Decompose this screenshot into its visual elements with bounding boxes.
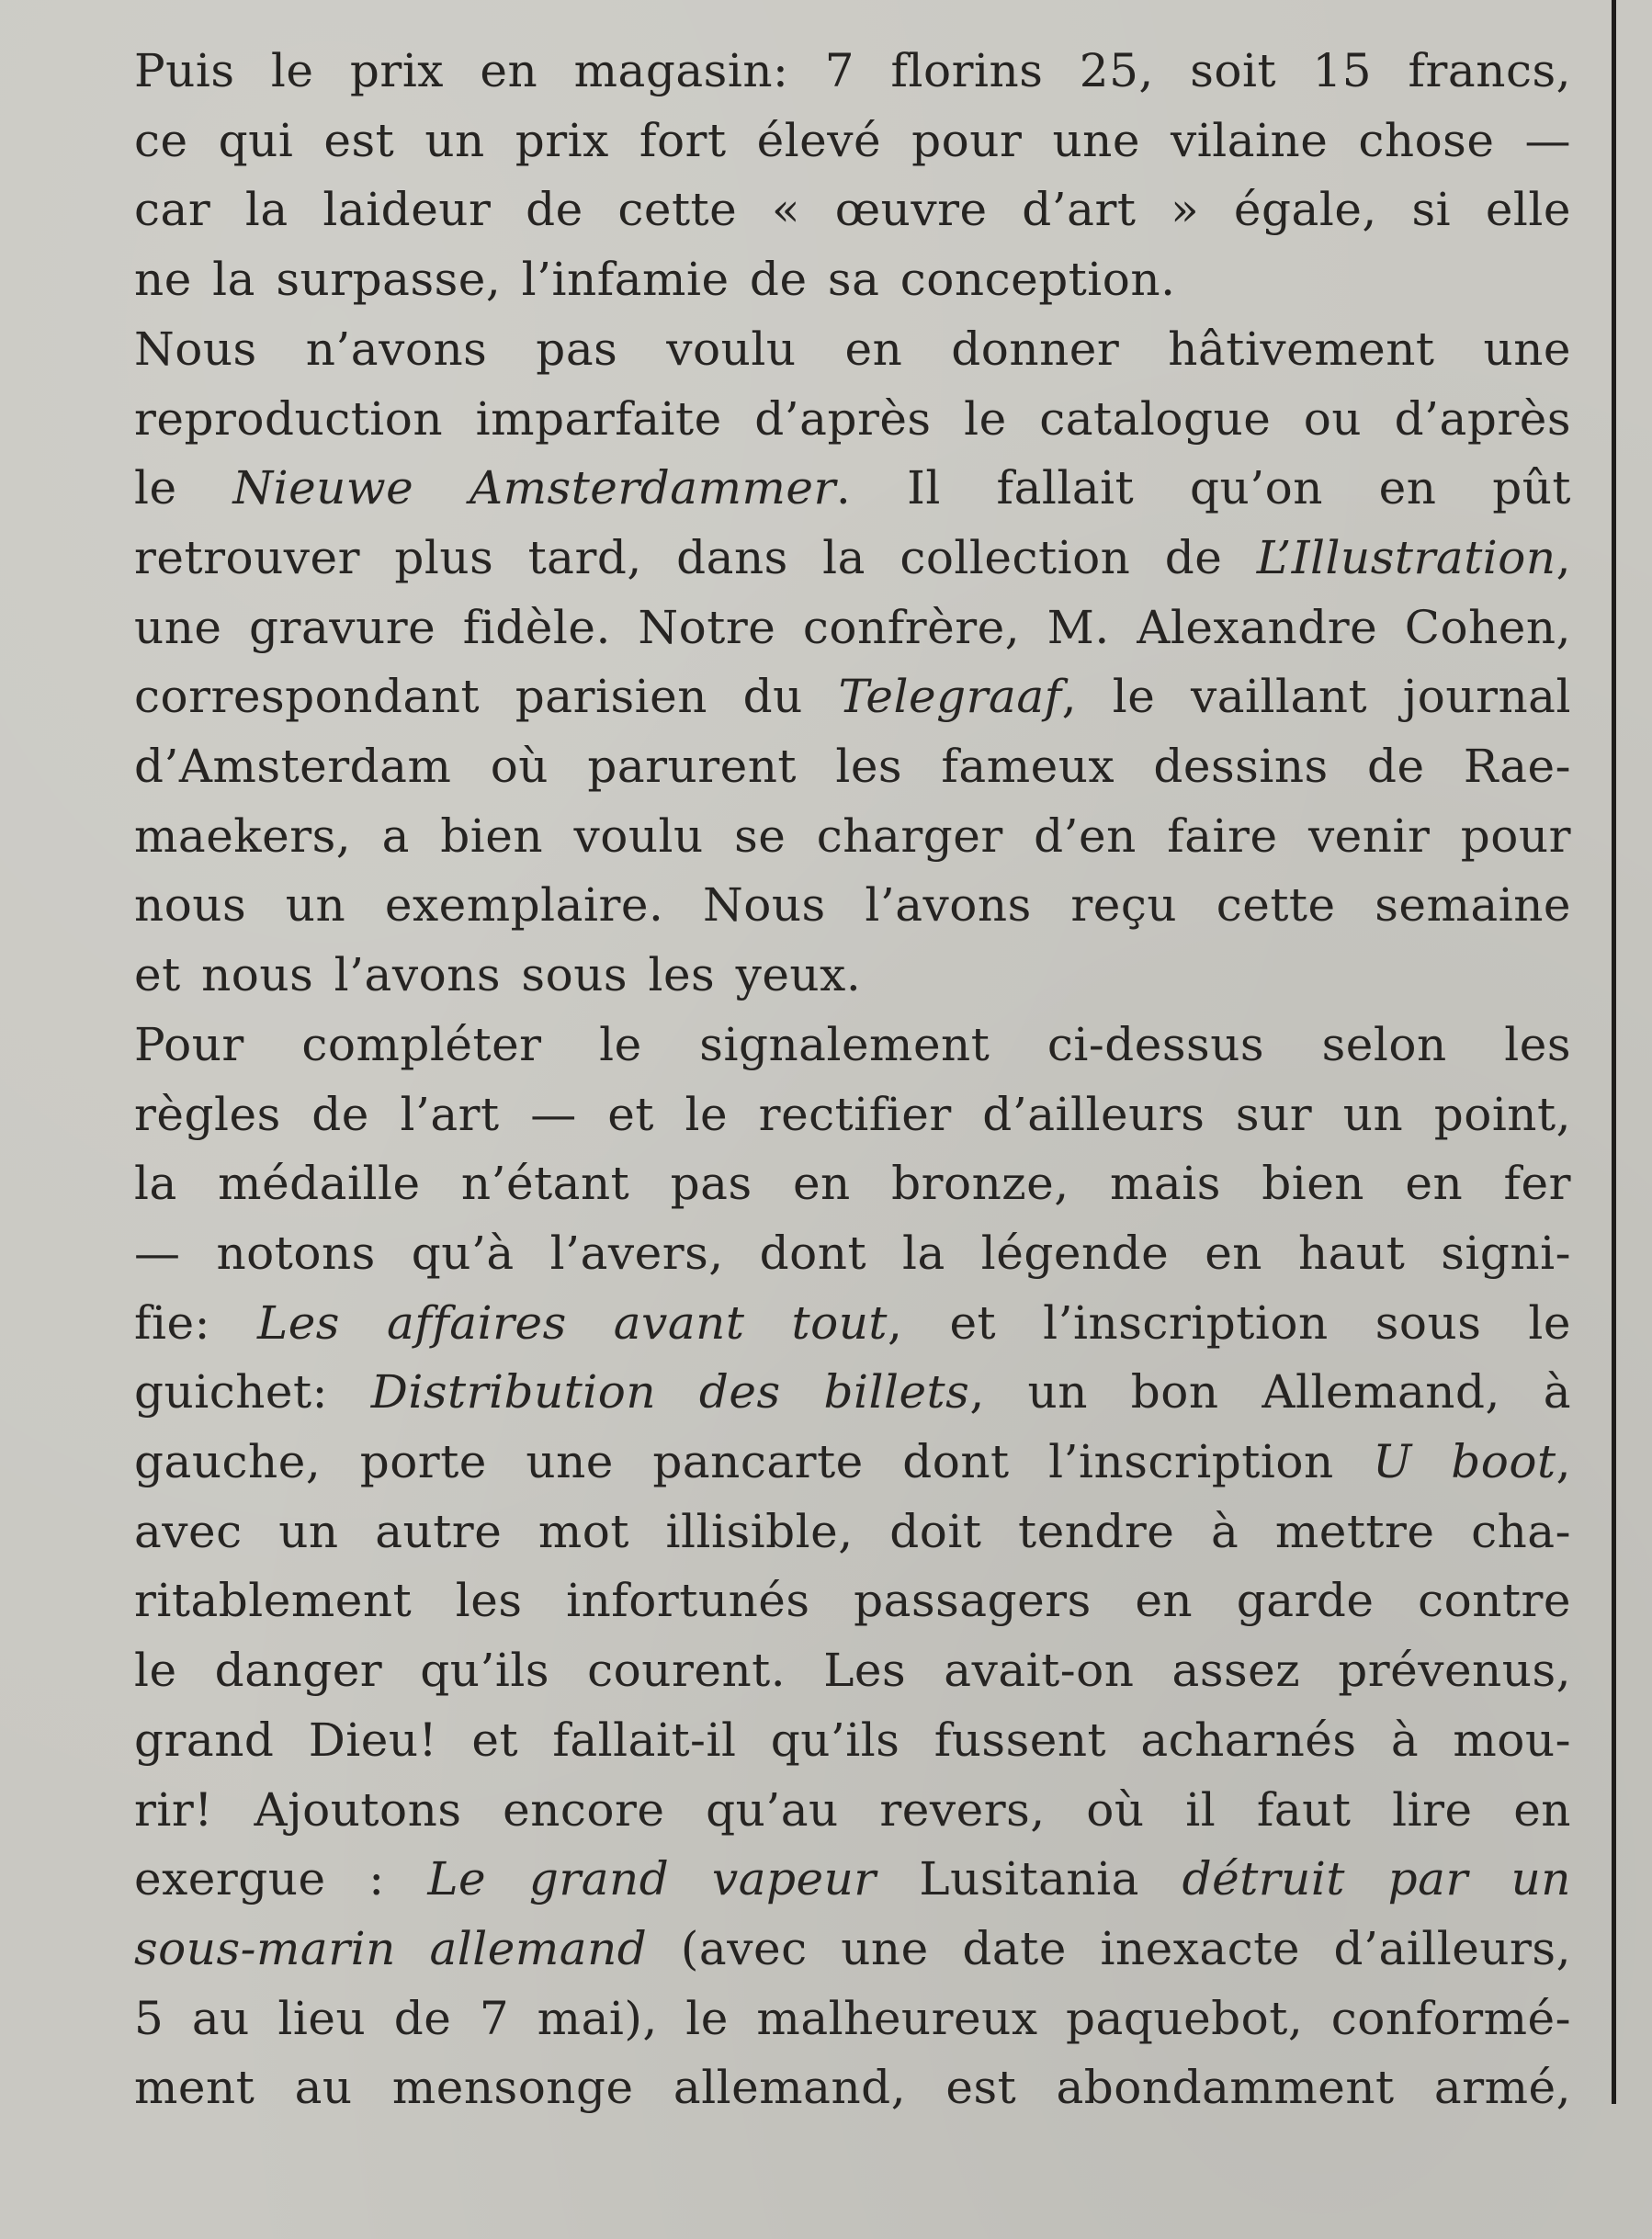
text-line: une gravure fidèle. Notre confrère, M. Alexandre Cohen, <box>134 600 1571 654</box>
text-run: gauche, porte une pancarte dont l’inscription <box>134 1435 1374 1489</box>
text-line <box>74 1428 1571 1498</box>
newspaper-title: Telegraaf <box>838 670 1062 724</box>
exergue-text: sous-marin allemand <box>134 1921 648 1975</box>
text-line <box>74 1289 1571 1359</box>
paragraph-price <box>74 37 1571 315</box>
medal-legend: Les affaires avant tout <box>256 1295 888 1350</box>
text-line: ce qui est un prix fort élevé pour une vilaine chose — <box>134 113 1571 167</box>
column-rule <box>1612 0 1616 2104</box>
text-run: exergue : <box>134 1852 428 1906</box>
text-line <box>74 454 1571 524</box>
text-run: (avec une date inexacte d’ailleurs, <box>647 1921 1571 1975</box>
text-line: — notons qu’à l’avers, dont la légende en haut signi- <box>134 1226 1571 1280</box>
text-line: et nous l’avons sous les yeux. <box>134 948 862 1002</box>
text-line <box>74 662 1571 732</box>
paragraph-medal <box>74 1011 1571 2123</box>
text-line: car la laideur de cette « œuvre d’art » égale, si elle <box>134 183 1571 237</box>
text-run: , <box>1556 1435 1571 1489</box>
text-line: reproduction imparfaite d’après le catalogue ou d’après <box>134 391 1571 446</box>
text-column <box>74 37 1571 2123</box>
text-line: Pour compléter le signalement ci-dessus selon les <box>134 1017 1571 1071</box>
text-run: fie: <box>134 1295 257 1350</box>
text-line <box>74 1915 1571 1985</box>
text-run: retrouver plus tard, dans la collection de <box>134 530 1257 584</box>
text-line: la médaille n’étant pas en bronze, mais bien en fer <box>134 1157 1571 1211</box>
placard-inscription: U boot <box>1373 1435 1556 1489</box>
text-line: ritablement les infortunés passagers en garde contre <box>134 1574 1571 1628</box>
magazine-title: L’Illustration <box>1256 530 1556 584</box>
text-run: , <box>1556 530 1571 584</box>
text-line: rir! Ajoutons encore qu’au revers, où il faut lire en <box>134 1782 1571 1837</box>
text-run: le <box>134 461 233 515</box>
newspaper-title: Nieuwe Amsterdammer <box>232 461 836 515</box>
text-line: nous un exemplaire. Nous l’avons reçu cette semaine <box>134 878 1571 933</box>
text-line <box>74 524 1571 594</box>
text-line: maekers, a bien voulu se charger d’en faire venir pour <box>134 809 1571 863</box>
paragraph-reproduction <box>74 315 1571 1011</box>
text-run: , le vaillant journal <box>1061 670 1571 724</box>
text-run: Lusitania <box>876 1852 1182 1906</box>
text-run: guichet: <box>134 1365 371 1419</box>
text-line: ne la surpasse, l’infamie de sa conception. <box>134 253 1176 307</box>
text-line: le danger qu’ils courent. Les avait-on assez prévenus, <box>134 1644 1571 1698</box>
text-line: grand Dieu! et fallait-il qu’ils fussent acharnés à mou- <box>134 1713 1571 1767</box>
text-line: avec un autre mot illisible, doit tendre à mettre cha- <box>134 1504 1571 1558</box>
text-line <box>74 1358 1571 1428</box>
text-line: règles de l’art — et le rectifier d’ailleurs sur un point, <box>134 1087 1571 1141</box>
text-run: correspondant parisien du <box>134 670 839 724</box>
text-run: , et l’inscription sous le <box>888 1295 1571 1350</box>
exergue-text: Le grand vapeur <box>427 1852 877 1906</box>
exergue-text: détruit par un <box>1182 1852 1571 1906</box>
text-line: ment au mensonge allemand, est abondamment armé, <box>134 2061 1571 2115</box>
text-run: , un bon Allemand, à <box>969 1365 1572 1419</box>
text-line: Nous n’avons pas voulu en donner hâtivement une <box>134 322 1571 376</box>
text-line: 5 au lieu de 7 mai), le malheureux paquebot, conformé- <box>134 1991 1571 2045</box>
text-line: Puis le prix en magasin: 7 florins 25, soit 15 francs, <box>134 44 1571 97</box>
text-line: d’Amsterdam où parurent les fameux dessins de Rae- <box>134 740 1571 794</box>
text-line <box>74 1845 1571 1915</box>
text-run: . Il fallait qu’on en pût <box>835 461 1572 515</box>
medal-inscription: Distribution des billets <box>370 1365 970 1419</box>
